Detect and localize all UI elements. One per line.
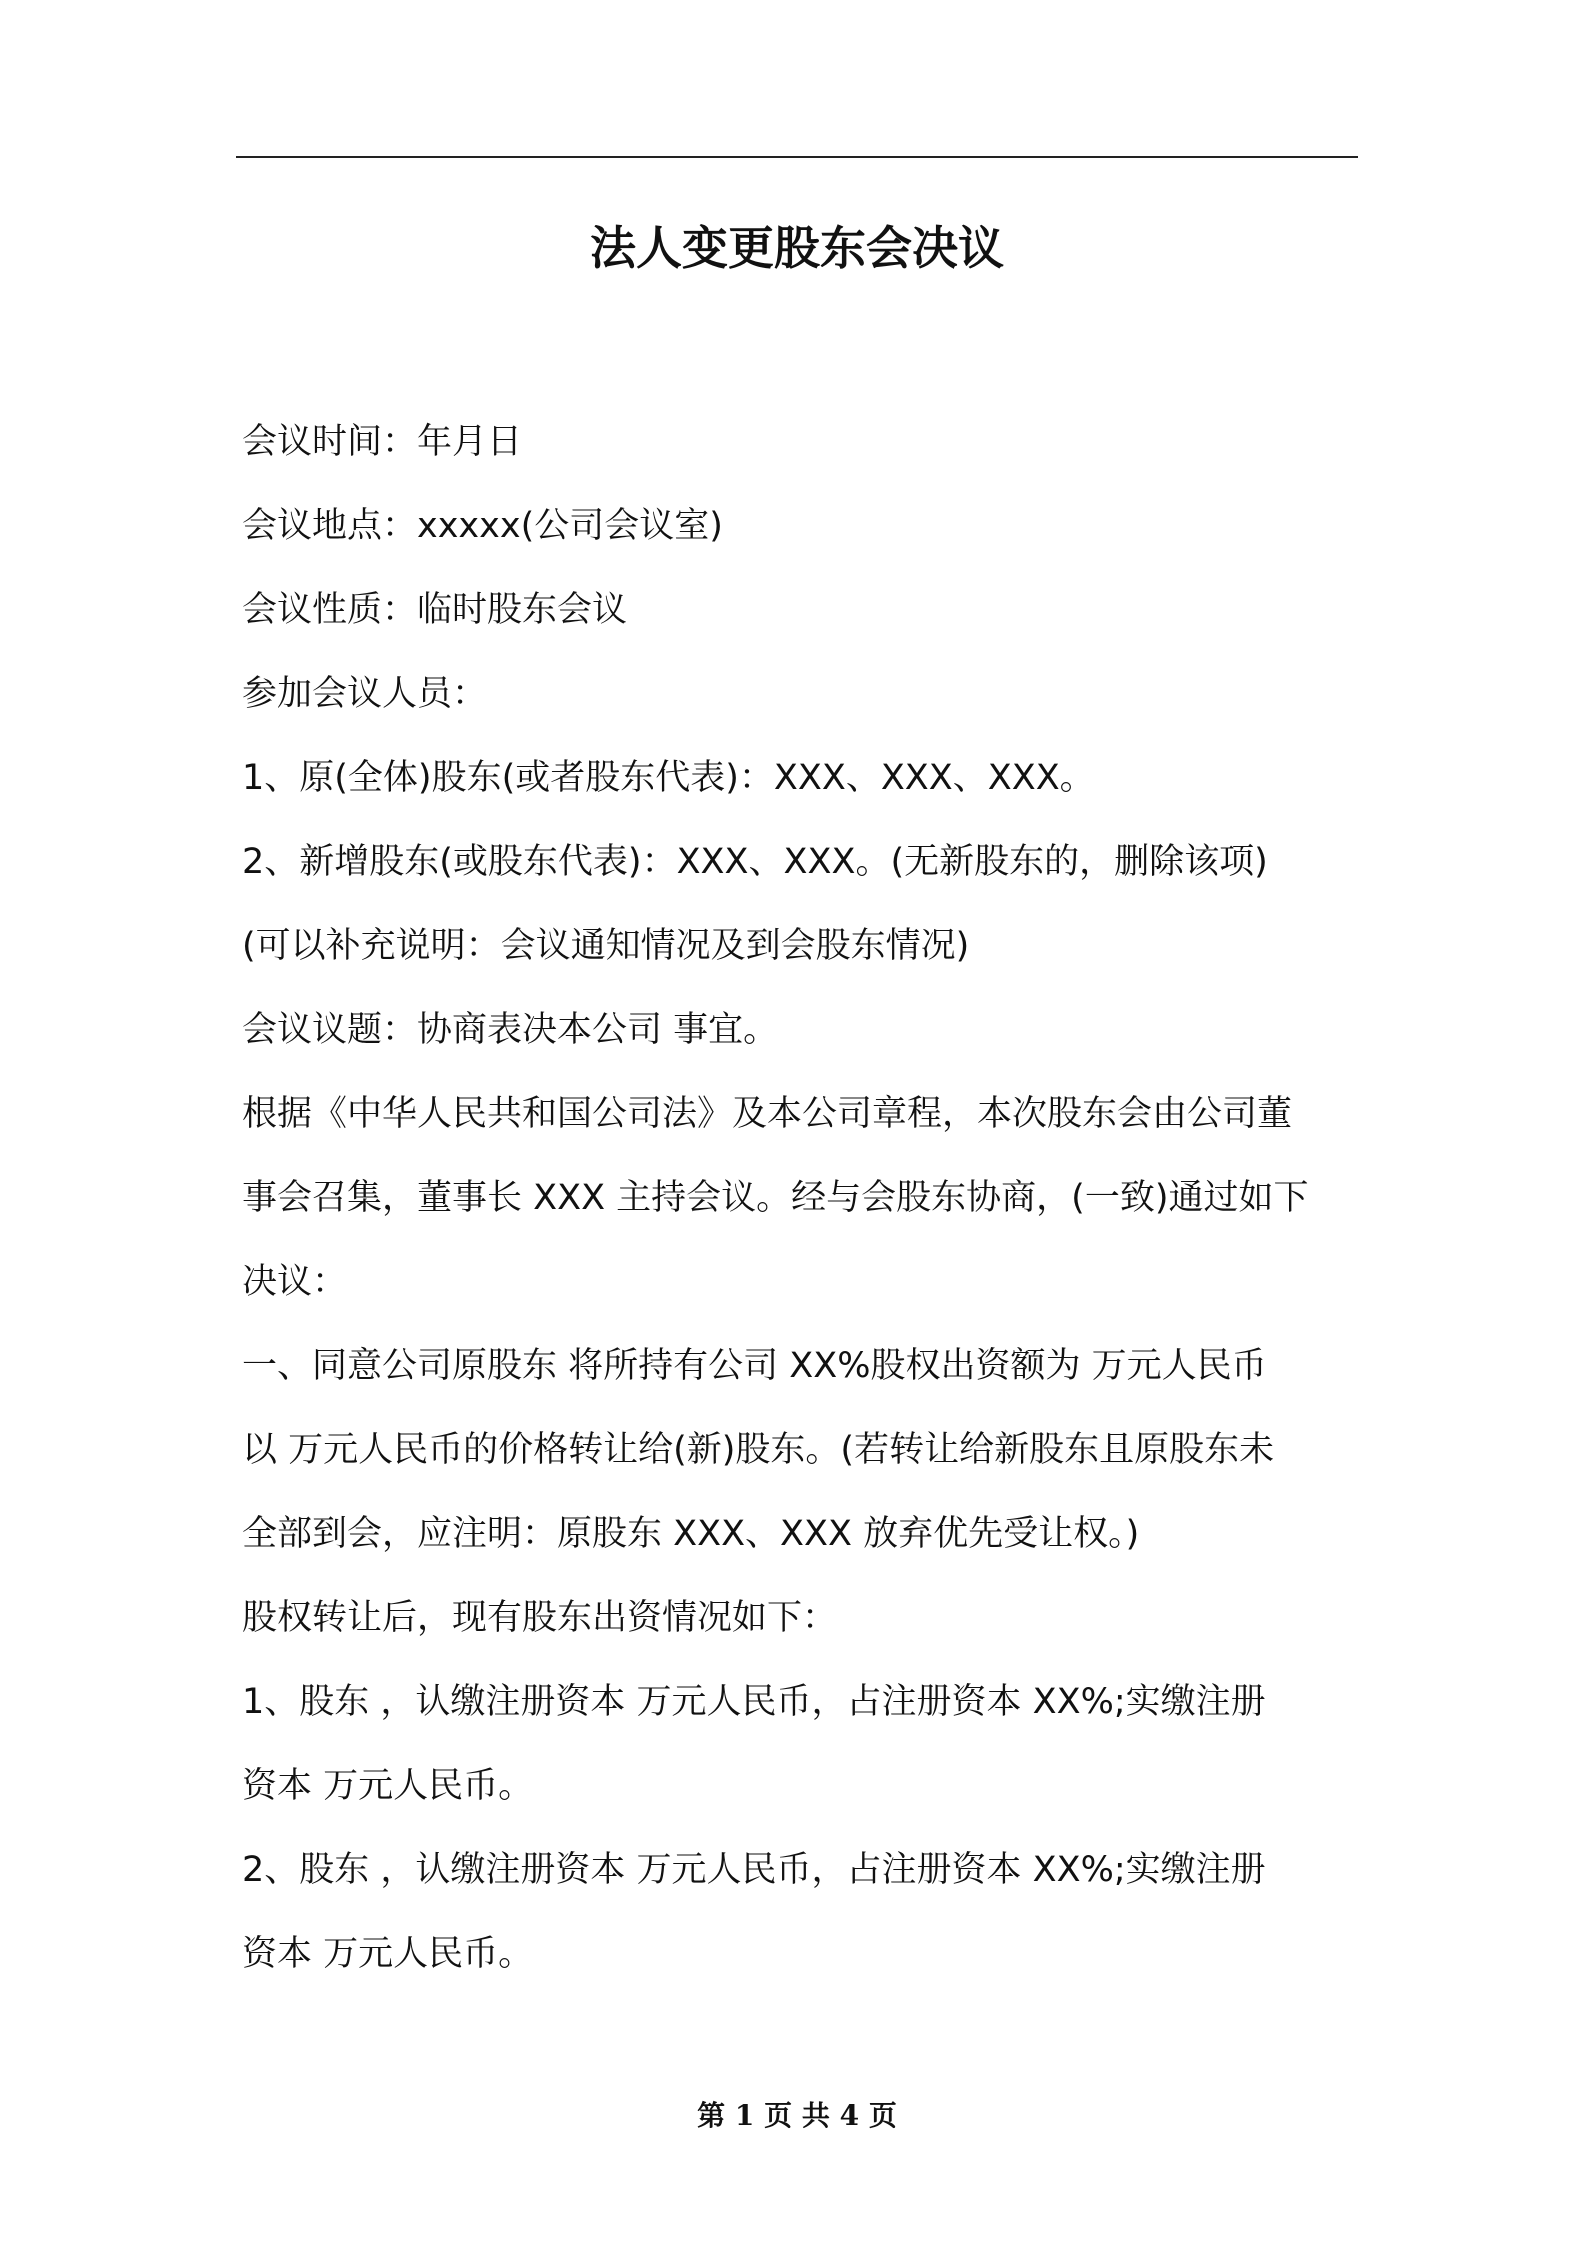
shareholder-2-line-1: 2、股东 ，认缴注册资本 万元人民币，占注册资本 XX%;实缴注册 bbox=[242, 1850, 1266, 1890]
meeting-topic-line: 会议议题：协商表决本公司 事宜。 bbox=[242, 1010, 779, 1050]
new-shareholders-line: 2、新增股东(或股东代表)：XXX、XXX。(无新股东的，删除该项) bbox=[242, 842, 1268, 882]
preamble-line-2: 事会召集，董事长 XXX 主持会议。经与会股东协商，(一致)通过如下 bbox=[242, 1178, 1309, 1218]
resolution-one-line-2: 以 万元人民币的价格转让给(新)股东。(若转让给新股东且原股东未 bbox=[242, 1430, 1275, 1470]
post-transfer-heading: 股权转让后，现有股东出资情况如下： bbox=[242, 1598, 838, 1638]
shareholder-1-line-2: 资本 万元人民币。 bbox=[242, 1766, 534, 1806]
document-title: 法人变更股东会决议 bbox=[590, 221, 1004, 275]
shareholder-1-line-1: 1、股东 ，认缴注册资本 万元人民币，占注册资本 XX%;实缴注册 bbox=[242, 1682, 1266, 1722]
meeting-nature-line: 会议性质：临时股东会议 bbox=[242, 590, 628, 630]
resolution-one-line-1: 一、同意公司原股东 将所持有公司 XX%股权出资额为 万元人民币 bbox=[242, 1346, 1267, 1386]
original-shareholders-line: 1、原(全体)股东(或者股东代表)：XXX、XXX、XXX。 bbox=[242, 758, 1095, 798]
document-body bbox=[242, 400, 1358, 1996]
meeting-time-line: 会议时间：年月日 bbox=[242, 422, 523, 462]
supplementary-note-line: (可以补充说明：会议通知情况及到会股东情况) bbox=[242, 926, 970, 966]
page-number-footer: 第 1 页 共 4 页 bbox=[697, 2099, 897, 2132]
meeting-location-line: 会议地点：xxxxx(公司会议室) bbox=[242, 506, 723, 546]
preamble-line-3: 决议： bbox=[242, 1262, 348, 1302]
header-rule bbox=[236, 156, 1358, 158]
preamble-line-1: 根据《中华人民共和国公司法》及本公司章程，本次股东会由公司董 bbox=[242, 1094, 1293, 1134]
attendees-heading: 参加会议人员： bbox=[242, 674, 488, 714]
resolution-one-line-3: 全部到会，应注明：原股东 XXX、XXX 放弃优先受让权。) bbox=[242, 1514, 1140, 1554]
shareholder-2-line-2: 资本 万元人民币。 bbox=[242, 1934, 534, 1974]
